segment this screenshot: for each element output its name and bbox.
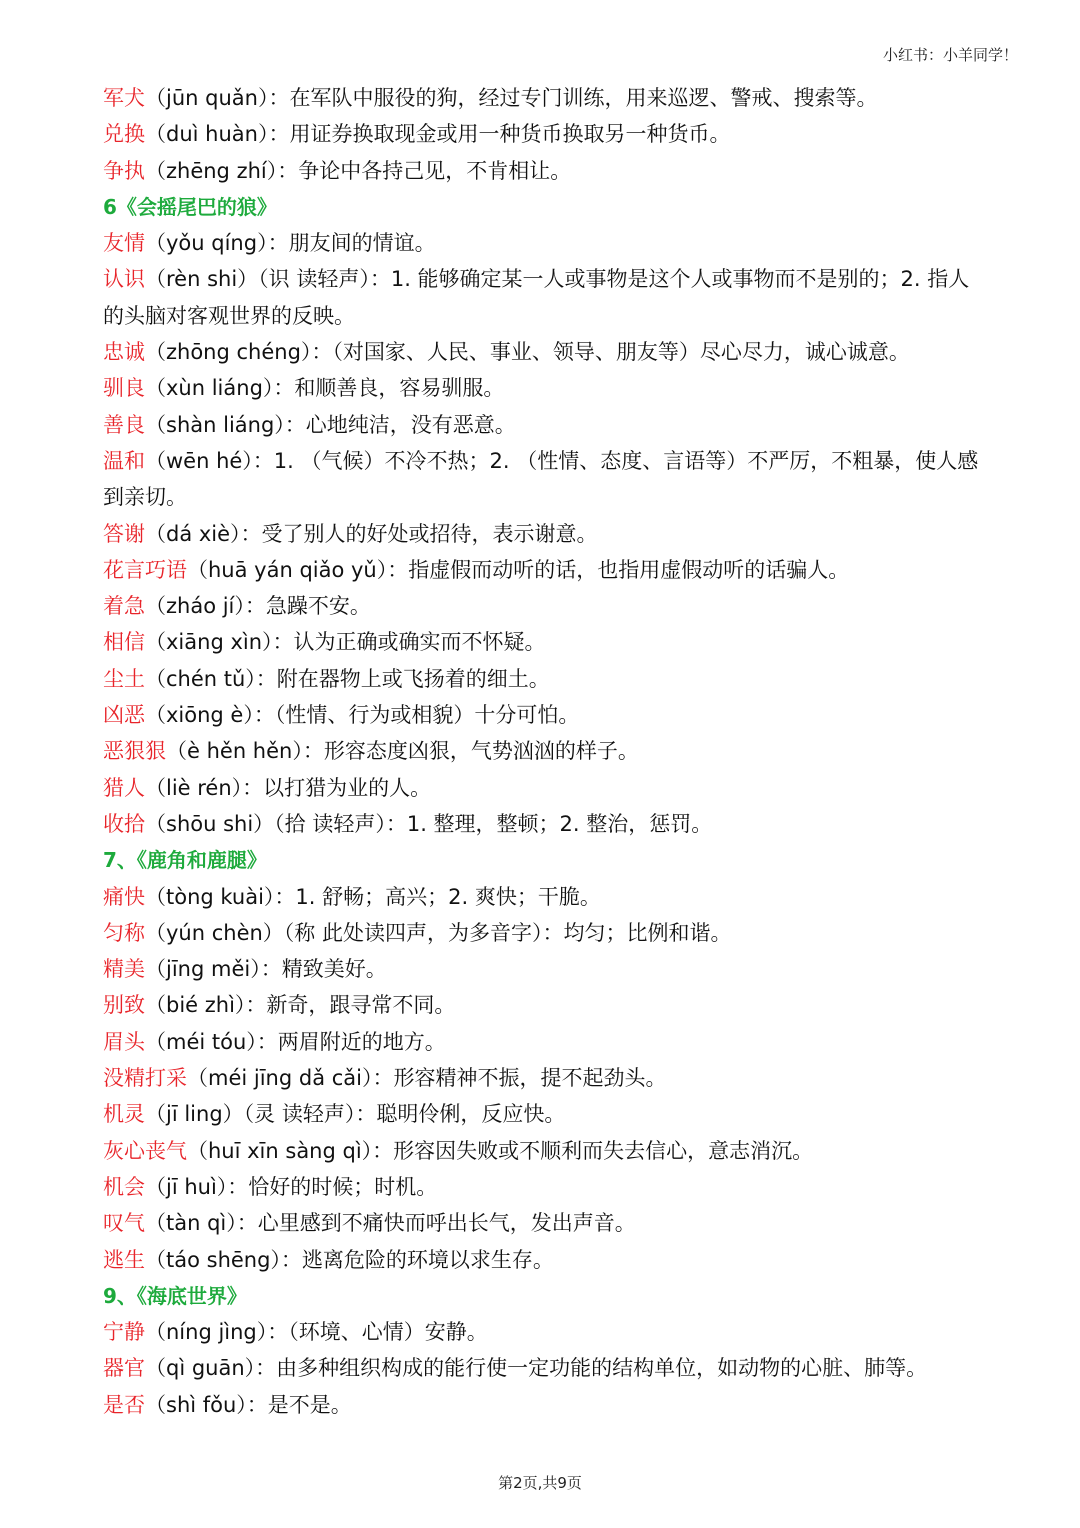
entry — [103, 624, 983, 660]
entry-word: 叹气 — [103, 1211, 145, 1236]
section-heading: 9、《海底世界》 — [103, 1283, 247, 1308]
entry-definition: （zháo jí）：急躁不安。 — [145, 594, 371, 619]
entry-definition: （shōu shi）（拾 读轻声）：1. 整理，整顿；2. 整治，惩罚。 — [145, 811, 713, 836]
entry-definition: （dá xiè）：受了别人的好处或招待，表示谢意。 — [145, 521, 598, 546]
entry-word: 争执 — [103, 158, 145, 183]
entry-word: 眉头 — [103, 1029, 145, 1054]
entry-definition: （qì guān）：由多种组织构成的能行使一定功能的结构单位，如动物的心脏、肺等。 — [145, 1356, 928, 1381]
entry-word: 别致 — [103, 993, 145, 1018]
entry-word: 痛快 — [103, 884, 145, 909]
entry-word: 军犬 — [103, 86, 145, 110]
entry-definition: （jī huì）：恰好的时候；时机。 — [145, 1174, 438, 1199]
entry-word: 温和 — [103, 448, 145, 473]
entry-word: 答谢 — [103, 521, 145, 546]
section-heading: 7、《鹿角和鹿腿》 — [103, 848, 267, 873]
entry-definition: （méi jīng dǎ cǎi）：形容精神不振，提不起劲头。 — [187, 1066, 667, 1091]
entry-word: 认识 — [103, 267, 145, 292]
entry — [103, 334, 983, 370]
vocabulary-list — [103, 80, 983, 1423]
entry-definition: （wēn hé）：1. （气候）不冷不热；2. （性情、态度、言语等）不严厉，不粗暴，使人感到亲切。 — [103, 448, 979, 510]
entry-definition: （jūn quǎn）：在军队中服役的狗，经过专门训练，用来巡逻、警戒、搜索等。 — [145, 86, 878, 110]
entry-definition: （huī xīn sàng qì）：形容因失败或不顺利而失去信心，意志消沉。 — [187, 1138, 814, 1163]
entry-word: 收拾 — [103, 811, 145, 836]
entry-definition: （níng jìng）：（环境、心情）安静。 — [145, 1320, 488, 1345]
entry-definition: （xiōng è）：（性情、行为或相貌）十分可怕。 — [145, 703, 580, 728]
entry — [103, 770, 983, 806]
entry — [103, 1314, 983, 1350]
entry-definition: （huā yán qiǎo yǔ）：指虚假而动听的话，也指用虚假动听的话骗人。 — [187, 557, 850, 582]
entry — [103, 697, 983, 733]
entry — [103, 1350, 983, 1386]
entry-word: 花言巧语 — [103, 557, 187, 582]
entry — [103, 443, 983, 516]
entry-definition: （yún chèn）（称 此处读四声，为多音字）：均匀；比例和谐。 — [145, 920, 732, 945]
entry-definition: （yǒu qíng）：朋友间的情谊。 — [145, 231, 436, 256]
entry-definition: （chén tǔ）：附在器物上或飞扬着的细土。 — [145, 666, 550, 691]
entry-word: 是否 — [103, 1392, 145, 1417]
entry — [103, 1242, 983, 1278]
entry-definition: （tàn qì）：心里感到不痛快而呼出长气，发出声音。 — [145, 1211, 636, 1236]
entry-word: 忠诚 — [103, 340, 145, 365]
entry-word: 善良 — [103, 412, 145, 437]
entry — [103, 661, 983, 697]
entry — [103, 1387, 983, 1423]
entry — [103, 1169, 983, 1205]
entry-word: 相信 — [103, 630, 145, 655]
entry — [103, 987, 983, 1023]
entry — [103, 153, 983, 189]
section-heading: 6《会摇尾巴的狼》 — [103, 194, 277, 219]
entry-word: 尘土 — [103, 666, 145, 691]
entry-word: 逃生 — [103, 1247, 145, 1272]
entry — [103, 552, 983, 588]
entry — [103, 951, 983, 987]
entry-definition: （duì huàn）：用证券换取现金或用一种货币换取另一种货币。 — [145, 122, 731, 147]
entry — [103, 516, 983, 552]
entry-definition: （zhōng chéng）：（对国家、人民、事业、领导、朋友等）尽心尽力，诚心诚意。 — [145, 340, 910, 365]
entry-word: 宁静 — [103, 1320, 145, 1345]
entry — [103, 733, 983, 769]
entry — [103, 1024, 983, 1060]
entry-word: 机会 — [103, 1174, 145, 1199]
entry — [103, 80, 983, 116]
entry-definition: （rèn shi）（识 读轻声）：1. 能够确定某一人或事物是这个人或事物而不是别的；2. 指人的头脑对客观世界的反映。 — [103, 267, 970, 328]
entry-word: 没精打采 — [103, 1066, 187, 1091]
entry — [103, 879, 983, 915]
page-number: 第2页,共9页 — [498, 1474, 582, 1492]
entry-definition: （bié zhì）：新奇，跟寻常不同。 — [145, 993, 456, 1018]
entry-word: 驯良 — [103, 376, 145, 401]
entry — [103, 261, 983, 334]
entry — [103, 588, 983, 624]
entry — [103, 225, 983, 261]
entry-word: 着急 — [103, 594, 145, 619]
entry — [103, 1205, 983, 1241]
entry-definition: （jīng měi）：精致美好。 — [145, 957, 387, 982]
entry-definition: （shàn liáng）：心地纯洁，没有恶意。 — [145, 412, 516, 437]
entry-definition: （xùn liáng）：和顺善良，容易驯服。 — [145, 376, 505, 401]
entry — [103, 1133, 983, 1169]
entry-word: 机灵 — [103, 1102, 145, 1127]
entry-word: 猎人 — [103, 775, 145, 800]
entry-word: 友情 — [103, 231, 145, 256]
entry-definition: （xiāng xìn）：认为正确或确实而不怀疑。 — [145, 630, 546, 655]
entry-definition: （tòng kuài）：1. 舒畅；高兴；2. 爽快；干脆。 — [145, 884, 601, 909]
entry-word: 恶狠狠 — [103, 739, 166, 764]
entry-word: 器官 — [103, 1356, 145, 1381]
entry-word: 精美 — [103, 957, 145, 982]
entry — [103, 915, 983, 951]
entry-definition: （shì fǒu）：是不是。 — [145, 1392, 352, 1417]
entry — [103, 1060, 983, 1096]
entry-definition: （zhēng zhí）：争论中各持己见，不肯相让。 — [145, 158, 572, 183]
entry — [103, 806, 983, 842]
entry-definition: （jī ling）（灵 读轻声）：聪明伶俐，反应快。 — [145, 1102, 566, 1127]
entry — [103, 1096, 983, 1132]
entry-word: 兑换 — [103, 122, 145, 147]
entry-definition: （è hěn hěn）：形容态度凶狠，气势汹汹的样子。 — [166, 739, 639, 764]
entry-definition: （táo shēng）：逃离危险的环境以求生存。 — [145, 1247, 554, 1272]
entry-word: 匀称 — [103, 920, 145, 945]
entry-definition: （méi tóu）：两眉附近的地方。 — [145, 1029, 446, 1054]
entry-definition: （liè rén）：以打猎为业的人。 — [145, 775, 432, 800]
entry-word: 灰心丧气 — [103, 1138, 187, 1163]
entry — [103, 407, 983, 443]
entry — [103, 370, 983, 406]
watermark-text: 小红书：小羊同学！ — [882, 46, 1018, 64]
entry-word: 凶恶 — [103, 703, 145, 728]
entry — [103, 116, 983, 152]
